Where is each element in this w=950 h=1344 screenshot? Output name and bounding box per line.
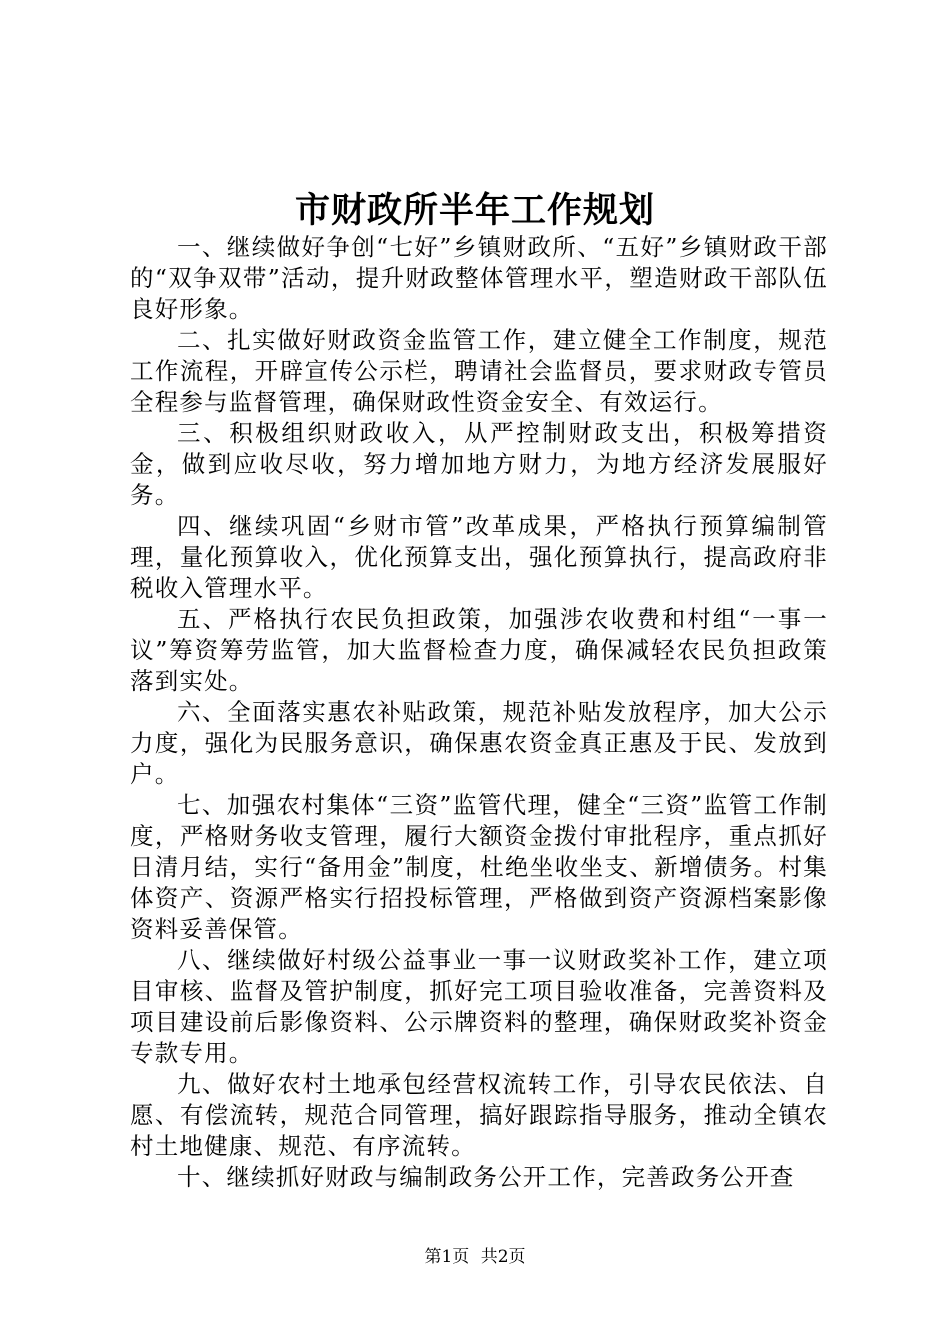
paragraph-7: 七、加强农村集体“三资”监管代理，健全“三资”监管工作制度，严格财务收支管理，履行大额资金拨付审批程序，重点抓好日清月结，实行“备用金”制度，杜绝坐收坐支、新增债务。村集体资产、资源严格实行招投标管理，严格做到资产资源档案影像资料妥善保管。 [130,791,828,943]
paragraph-3: 三、积极组织财政收入，从严控制财政支出，积极筹措资金，做到应收尽收，努力增加地方财力，为地方经济发展服好务。 [130,419,828,509]
paragraph-2: 二、扎实做好财政资金监管工作，建立健全工作制度，规范工作流程，开辟宣传公示栏，聘请社会监督员，要求财政专管员全程参与监督管理，确保财政性资金安全、有效运行。 [130,326,828,416]
paragraph-1: 一、继续做好争创“七好”乡镇财政所、“五好”乡镇财政干部的“双争双带”活动，提升财政整体管理水平，塑造财政干部队伍良好形象。 [130,233,828,323]
document-body [130,232,828,1193]
page-footer [0,1242,950,1267]
paragraph-4: 四、继续巩固“乡财市管”改革成果，严格执行预算编制管理，量化预算收入，优化预算支出，强化预算执行，提高政府非税收入管理水平。 [130,512,828,602]
paragraph-5: 五、严格执行农民负担政策，加强涉农收费和村组“一事一议”筹资筹劳监管，加大监督检查力度，确保减轻农民负担政策落到实处。 [130,605,828,695]
paragraph-6: 六、全面落实惠农补贴政策，规范补贴发放程序，加大公示力度，强化为民服务意识，确保惠农资金真正惠及于民、发放到户。 [130,698,828,788]
page-total: 共2页 [480,1247,526,1267]
paragraph-9: 九、做好农村土地承包经营权流转工作，引导农民依法、自愿、有偿流转，规范合同管理，搞好跟踪指导服务，推动全镇农村土地健康、规范、有序流转。 [130,1070,828,1160]
page-number: 第1页 [424,1247,470,1267]
paragraph-10: 十、继续抓好财政与编制政务公开工作，完善政务公开查 [177,1163,795,1191]
paragraph-8: 八、继续做好村级公益事业一事一议财政奖补工作，建立项目审核、监督及管护制度，抓好完工项目验收准备，完善资料及项目建设前后影像资料、公示牌资料的整理，确保财政奖补资金专款专用。 [130,946,828,1067]
page-title: 市财政所半年工作规划 [294,190,655,231]
